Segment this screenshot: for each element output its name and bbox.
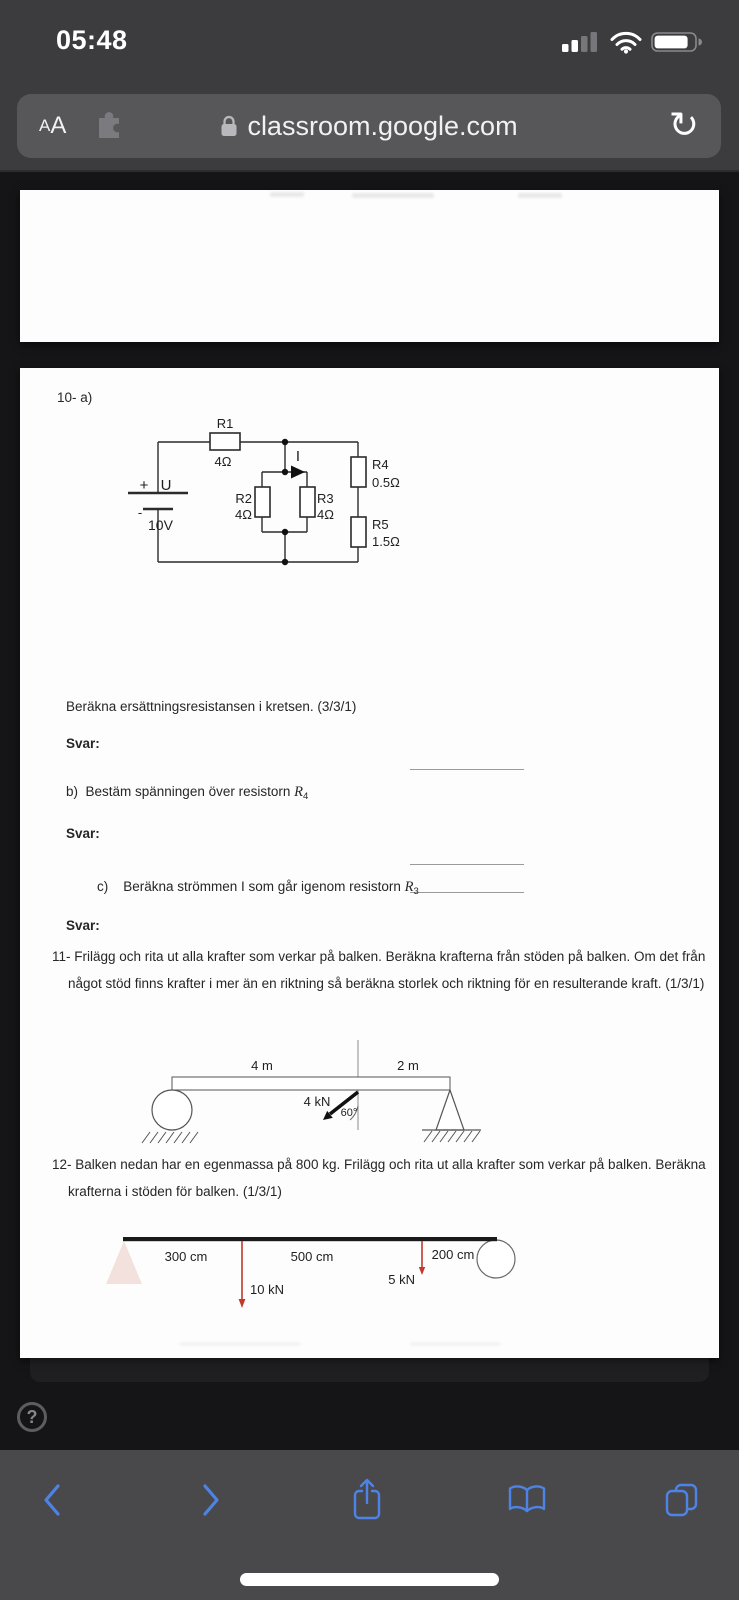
answer-line (410, 892, 524, 893)
reader-a-small: A (39, 116, 51, 135)
svg-text:10V: 10V (148, 517, 173, 533)
battery-icon (651, 31, 705, 53)
safari-header (0, 0, 739, 172)
svg-text:R5: R5 (372, 517, 389, 532)
chevron-right-icon (205, 1486, 217, 1514)
svg-text:5 kN: 5 kN (388, 1272, 415, 1287)
svg-text:4Ω: 4Ω (235, 507, 252, 522)
answer-line (410, 864, 524, 865)
svg-text:R1: R1 (216, 416, 234, 431)
q10a-question: Beräkna ersättningsresistansen i kretsen. (3/3/1) (66, 699, 357, 714)
reader-a-large: A (50, 112, 67, 139)
document-page[interactable] (20, 368, 719, 1358)
faint-text-smudge (270, 192, 304, 197)
question-mark-icon: ? (26, 1406, 38, 1427)
faint-text-smudge (180, 1342, 300, 1346)
q10c-question: c) Beräkna strömmen I som går igenom resistorn $R_3$ (97, 879, 419, 897)
svg-text:R3: R3 (317, 491, 334, 506)
resistor-r2 (255, 487, 270, 517)
resistor-r3 (300, 487, 315, 517)
resistor-r4 (351, 457, 366, 487)
tabs-icon (667, 1485, 696, 1515)
q11-text-line1: 11- Frilägg och rita ut alla krafter som verkar på balken. Beräkna krafterna från stöden på balken. Om det från (52, 949, 706, 964)
svg-text:U: U (160, 477, 172, 494)
svg-text:R4: R4 (372, 457, 389, 472)
current-arrow (291, 466, 305, 479)
faint-text-smudge (410, 1342, 500, 1346)
resistor-r1 (210, 433, 240, 450)
faint-text-smudge (352, 193, 434, 198)
svg-text:4Ω: 4Ω (317, 507, 334, 522)
q12-text-line2: krafterna i stöden för balken. (1/3/1) (68, 1184, 282, 1199)
answer-line (410, 769, 524, 770)
forward-button[interactable] (201, 1482, 223, 1518)
wifi-icon (610, 31, 642, 54)
chevron-left-icon (46, 1486, 58, 1514)
roller-support (152, 1090, 192, 1130)
address-bar[interactable] (17, 94, 721, 158)
beam (123, 1237, 497, 1241)
url-display (17, 94, 721, 158)
q10b-question: b) Bestäm spänningen över resistorn $R_4$ (66, 784, 309, 802)
pin-support (106, 1241, 142, 1284)
bookmarks-button[interactable] (506, 1483, 548, 1517)
back-button[interactable] (40, 1482, 62, 1518)
q12-text-line1: 12- Balken nedan har en egenmassa på 800 kg. Frilägg och rita ut alla krafter som verkar på balken. Beräkna (52, 1157, 706, 1172)
share-button[interactable] (349, 1476, 385, 1522)
svg-text:4 m: 4 m (251, 1058, 273, 1073)
svg-text:0.5Ω: 0.5Ω (372, 475, 400, 490)
beam-diagram-q11 (130, 1032, 495, 1154)
home-indicator (240, 1573, 499, 1586)
help-button[interactable] (17, 1402, 47, 1432)
cellular-signal-icon (562, 31, 600, 52)
circuit-diagram (120, 408, 420, 583)
q11-text-line2: något stöd finns krafter i mer än en riktning så beräkna storlek och riktning för en resulterande kraft. (1/3/1) (68, 976, 705, 991)
roller-support (477, 1240, 515, 1278)
svar-label: Svar: (66, 736, 100, 751)
svg-text:200 cm: 200 cm (431, 1247, 475, 1262)
beam-diagram-q12 (95, 1225, 525, 1320)
svg-text:-: - (137, 505, 143, 520)
beam (172, 1077, 450, 1090)
svar-label: Svar: (66, 918, 100, 933)
ground-hatching (424, 1131, 480, 1142)
svg-text:500 cm: 500 cm (290, 1249, 334, 1264)
svg-text:10 kN: 10 kN (250, 1282, 284, 1297)
page-bottom-shadow (30, 1358, 709, 1382)
svar-label: Svar: (66, 826, 100, 841)
status-time: 05:48 (56, 25, 128, 55)
svg-text:4Ω: 4Ω (214, 454, 232, 469)
faint-text-smudge (518, 193, 562, 198)
svg-text:I: I (295, 448, 301, 465)
document-page-fragment (20, 190, 719, 342)
svg-text:+: + (139, 477, 149, 494)
svg-text:2 m: 2 m (397, 1058, 419, 1073)
svg-text:60°: 60° (340, 1107, 358, 1119)
ground-hatching (142, 1132, 198, 1143)
svg-text:300 cm: 300 cm (164, 1249, 208, 1264)
q10-label: 10- a) (57, 390, 93, 405)
svg-text:R2: R2 (235, 491, 252, 506)
pin-support (436, 1090, 464, 1130)
url-text: classroom.google.com (247, 110, 518, 141)
share-icon (355, 1480, 379, 1518)
tabs-button[interactable] (663, 1481, 701, 1519)
lock-icon (220, 114, 238, 138)
svg-text:4 kN: 4 kN (303, 1094, 331, 1109)
resistor-r5 (351, 517, 366, 547)
reload-icon[interactable]: ↻ (668, 105, 699, 146)
book-icon (510, 1486, 544, 1511)
svg-text:1.5Ω: 1.5Ω (372, 534, 400, 549)
